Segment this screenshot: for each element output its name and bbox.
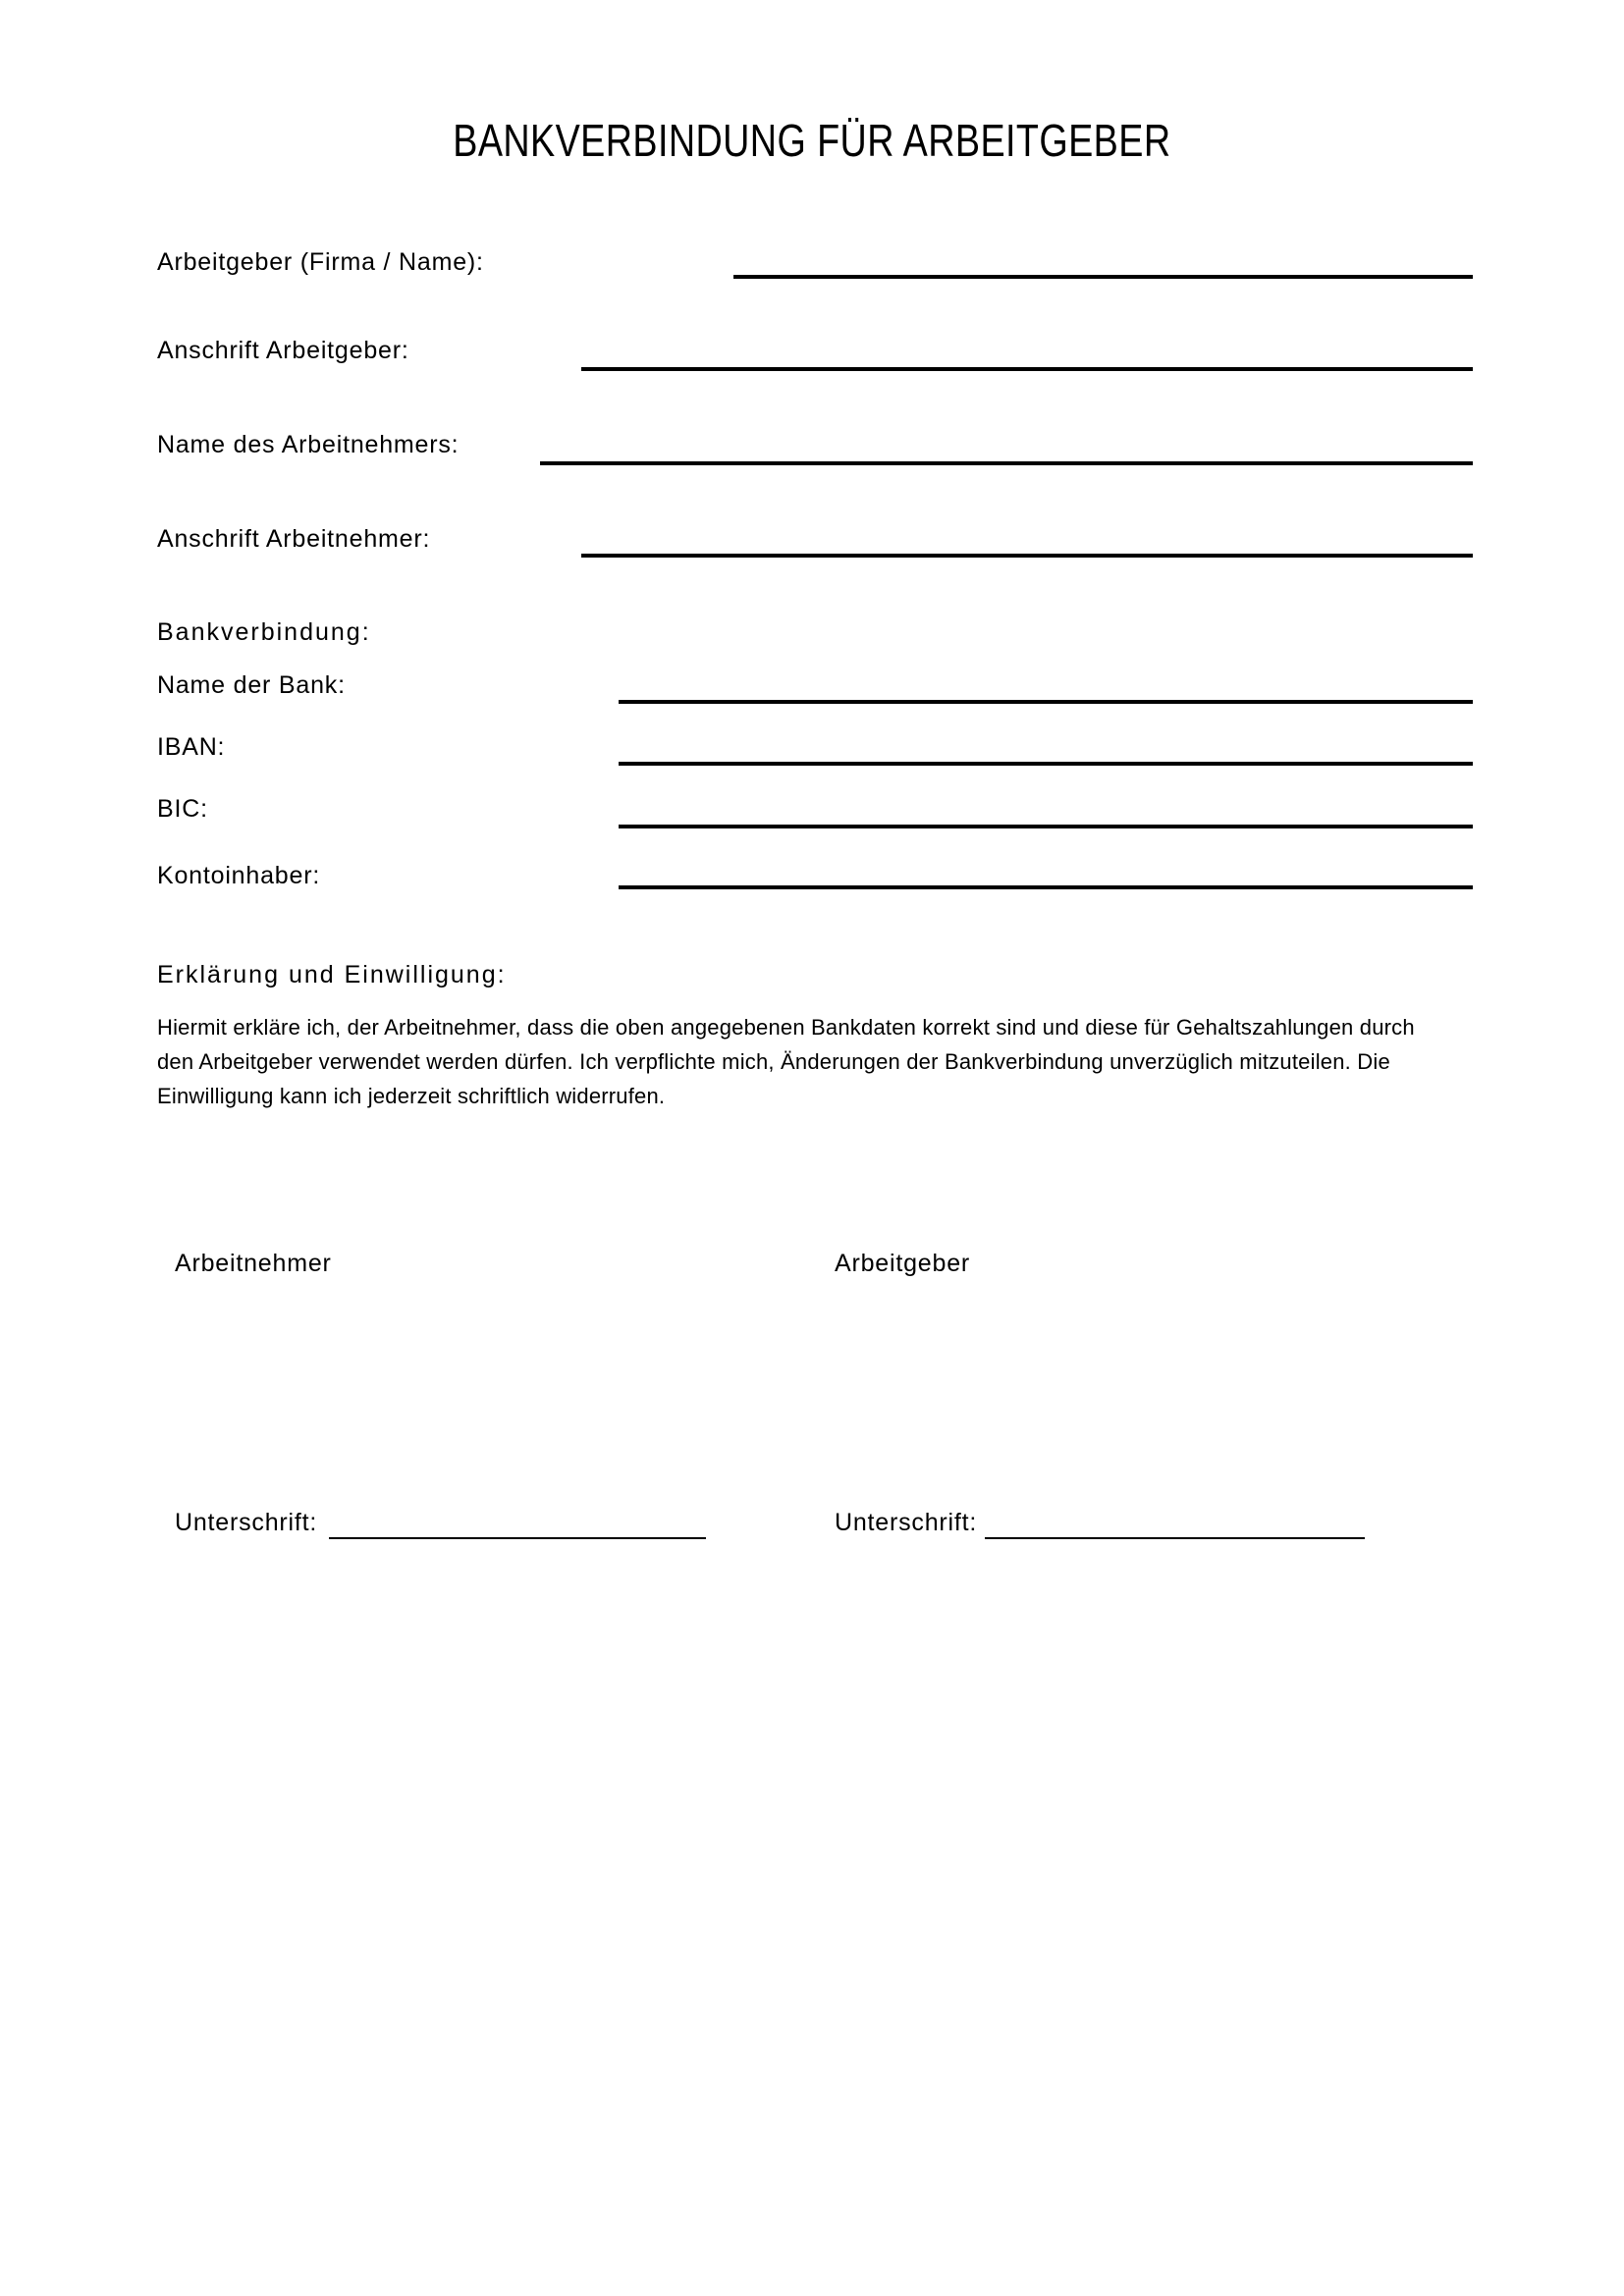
- bic-label: BIC:: [157, 795, 208, 823]
- employee-signature-label: Unterschrift:: [175, 1509, 318, 1536]
- declaration-text: Hiermit erkläre ich, der Arbeitnehmer, dass die oben angegebenen Bankdaten korrekt sind und diese für Gehaltszahlungen durch den Arbeitgeber verwendet werden dürfen. Ich verpflichte mich, Änderungen der Bankverbindung unverzüglich mitzuteilen. Die Einwilligung kann ich jederzeit schriftlich widerrufen.: [157, 1015, 1415, 1108]
- employer-address-label: Anschrift Arbeitgeber:: [157, 337, 409, 364]
- account-holder-label: Kontoinhaber:: [157, 862, 321, 889]
- bank-name-label: Name der Bank:: [157, 671, 346, 699]
- bank-section-heading: Bankverbindung:: [157, 618, 371, 646]
- employee-party-label: Arbeitnehmer: [175, 1250, 332, 1277]
- iban-label: IBAN:: [157, 733, 226, 761]
- employee-name-label: Name des Arbeitnehmers:: [157, 431, 460, 458]
- declaration-heading: Erklärung und Einwilligung:: [157, 961, 507, 988]
- employee-signature-line[interactable]: [329, 1537, 706, 1539]
- account-holder-line[interactable]: [619, 885, 1473, 889]
- employer-signature-label: Unterschrift:: [835, 1509, 978, 1536]
- employee-name-line[interactable]: [540, 461, 1473, 465]
- employee-address-label: Anschrift Arbeitnehmer:: [157, 525, 431, 553]
- employee-address-line[interactable]: [581, 554, 1473, 558]
- employer-address-line[interactable]: [581, 367, 1473, 371]
- iban-line[interactable]: [619, 762, 1473, 766]
- bic-line[interactable]: [619, 825, 1473, 828]
- bank-name-line[interactable]: [619, 700, 1473, 704]
- employer-signature-line[interactable]: [985, 1537, 1365, 1539]
- employer-party-label: Arbeitgeber: [835, 1250, 971, 1277]
- page-title: BANKVERBINDUNG FÜR ARBEITGEBER: [453, 115, 1171, 166]
- employer-name-line[interactable]: [733, 275, 1473, 279]
- employer-name-label: Arbeitgeber (Firma / Name):: [157, 248, 484, 276]
